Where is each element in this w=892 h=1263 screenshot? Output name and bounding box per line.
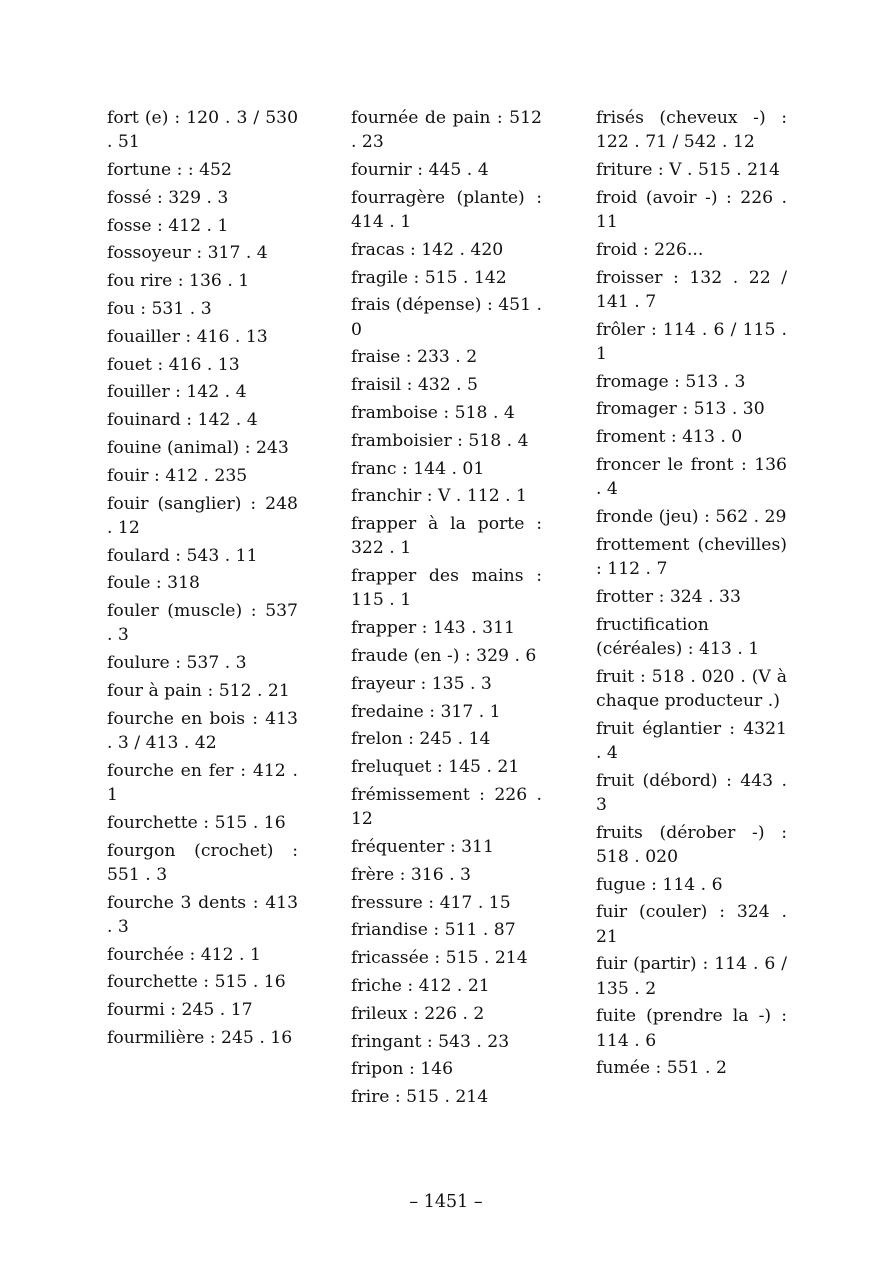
index-entry: fouir (sanglier) : 248 . 12 [107, 493, 298, 538]
index-entry: friandise : 511 . 87 [351, 920, 516, 941]
index-entry: fournir : 445 . 4 [351, 160, 489, 180]
index-entry: frôler : 114 . 6 / 115 . 1 [596, 319, 787, 364]
index-entry: franc : 144 . 01 [351, 458, 485, 479]
index-column-1 [107, 106, 298, 1054]
index-column-2 [351, 106, 542, 1113]
index-entry: fou rire : 136 . 1 [107, 271, 250, 292]
index-entry: fringant : 543 . 23 [351, 1031, 510, 1052]
index-entry: fruit églantier : 4321 . 4 [596, 718, 787, 763]
index-column-3 [596, 106, 787, 1084]
index-entry: frère : 316 . 3 [351, 864, 471, 885]
index-entry: foule : 318 [107, 573, 200, 594]
index-entry: fruit : 518 . 020 . (V à chaque producteur .) [596, 666, 787, 711]
index-entry: fourche en bois : 413 . 3 / 413 . 42 [107, 708, 298, 753]
index-entry: friche : 412 . 21 [351, 975, 490, 996]
index-entry: fruit (débord) : 443 . 3 [596, 770, 787, 815]
index-entry: foulure : 537 . 3 [107, 653, 247, 674]
index-entry: fouiller : 142 . 4 [107, 382, 247, 403]
index-entry: frire : 515 . 214 [351, 1087, 489, 1108]
index-entry: fourchette : 515 . 16 [107, 812, 286, 833]
index-entry: fouir : 412 . 235 [107, 465, 248, 486]
index-entry: fuite (prendre la -) : 114 . 6 [596, 1006, 787, 1051]
index-entry: freluquet : 145 . 21 [351, 757, 520, 778]
index-entry: fourmilière : 245 . 16 [107, 1027, 293, 1048]
index-entry: fourgon (crochet) : 551 . 3 [107, 840, 298, 885]
index-entry: fuir (couler) : 324 . 21 [596, 902, 787, 947]
index-entry: four à pain : 512 . 21 [107, 680, 290, 701]
index-entry: friture : V . 515 . 214 [596, 160, 780, 180]
index-entry: fossé : 329 . 3 [107, 187, 229, 208]
index-entry: fouailler : 416 . 13 [107, 326, 268, 347]
index-entry: frottement (chevilles) : 112 . 7 [596, 534, 787, 579]
index-entry: frisés (cheveux -) : 122 . 71 / 542 . 12 [596, 108, 787, 153]
index-entry: frapper à la porte : 322 . 1 [351, 514, 542, 559]
index-entry: frémissement : 226 . 12 [351, 784, 542, 830]
index-entry: fortune : : 452 [107, 160, 232, 180]
index-entry: froment : 413 . 0 [596, 427, 743, 448]
index-entry: fricassée : 515 . 214 [351, 948, 528, 969]
index-entry: fournée de pain : 512 . 23 [351, 108, 542, 153]
index-entry: fourche en fer : 412 . 1 [107, 760, 298, 805]
index-entry: fromager : 513 . 30 [596, 399, 765, 420]
index-entry: fracas : 142 . 420 [351, 239, 504, 260]
index-entry: fructification (céréales) : 413 . 1 [596, 614, 760, 659]
index-entry: froisser : 132 . 22 / 141 . 7 [596, 267, 787, 312]
index-entry: frelon : 245 . 14 [351, 729, 491, 750]
index-entry: fromage : 513 . 3 [596, 371, 746, 392]
index-entry: framboise : 518 . 4 [351, 402, 515, 423]
index-entry: froid : 226... [596, 239, 704, 260]
index-entry: frais (dépense) : 451 . 0 [351, 295, 542, 340]
index-entry: fourragère (plante) : 414 . 1 [351, 187, 542, 232]
index-entry: frileux : 226 . 2 [351, 1003, 485, 1024]
index-entry: fraude (en -) : 329 . 6 [351, 645, 537, 666]
index-entry: fouine (animal) : 243 [107, 437, 289, 458]
index-entry: fugue : 114 . 6 [596, 874, 723, 895]
index-entry: fourmi : 245 . 17 [107, 1000, 253, 1021]
index-entry: foulard : 543 . 11 [107, 545, 258, 566]
index-entry: fragile : 515 . 142 [351, 267, 507, 288]
index-entry: fraise : 233 . 2 [351, 347, 478, 368]
index-entry: franchir : V . 112 . 1 [351, 486, 527, 507]
index-entry: fouinard : 142 . 4 [107, 410, 258, 431]
index-entry: fort (e) : 120 . 3 / 530 . 51 [107, 108, 298, 153]
index-entry: fruits (dérober -) : 518 . 020 [596, 822, 787, 867]
index-entry: froid (avoir -) : 226 . 11 [596, 187, 787, 232]
index-entry: fripon : 146 [351, 1059, 454, 1080]
index-entry: frayeur : 135 . 3 [351, 673, 492, 694]
index-entry: framboisier : 518 . 4 [351, 430, 529, 451]
index-entry: frapper des mains : 115 . 1 [351, 566, 542, 611]
page-number: – 1451 – [409, 1192, 483, 1212]
index-entry: fourchette : 515 . 16 [107, 972, 286, 993]
index-entry: fourche 3 dents : 413 . 3 [107, 892, 298, 937]
index-entry: fréquenter : 311 [351, 836, 494, 857]
index-entry: fouler (muscle) : 537 . 3 [107, 601, 298, 646]
index-entry: fressure : 417 . 15 [351, 892, 511, 913]
index-entry: fuir (partir) : 114 . 6 / 135 . 2 [596, 954, 787, 999]
index-entry: fredaine : 317 . 1 [351, 701, 501, 722]
index-entry: fronde (jeu) : 562 . 29 [596, 506, 787, 527]
index-entry: fossoyeur : 317 . 4 [107, 243, 268, 264]
index-entry: fourchée : 412 . 1 [107, 944, 261, 965]
index-entry: froncer le front : 136 . 4 [596, 454, 787, 500]
index-entry: fouet : 416 . 13 [107, 354, 240, 375]
index-entry: frapper : 143 . 311 [351, 618, 515, 639]
index-entry: fraisil : 432 . 5 [351, 375, 478, 396]
index-entry: fosse : 412 . 1 [107, 215, 229, 236]
index-entry: fou : 531 . 3 [107, 298, 212, 319]
index-entry: fumée : 551 . 2 [596, 1058, 727, 1079]
index-entry: frotter : 324 . 33 [596, 586, 741, 607]
